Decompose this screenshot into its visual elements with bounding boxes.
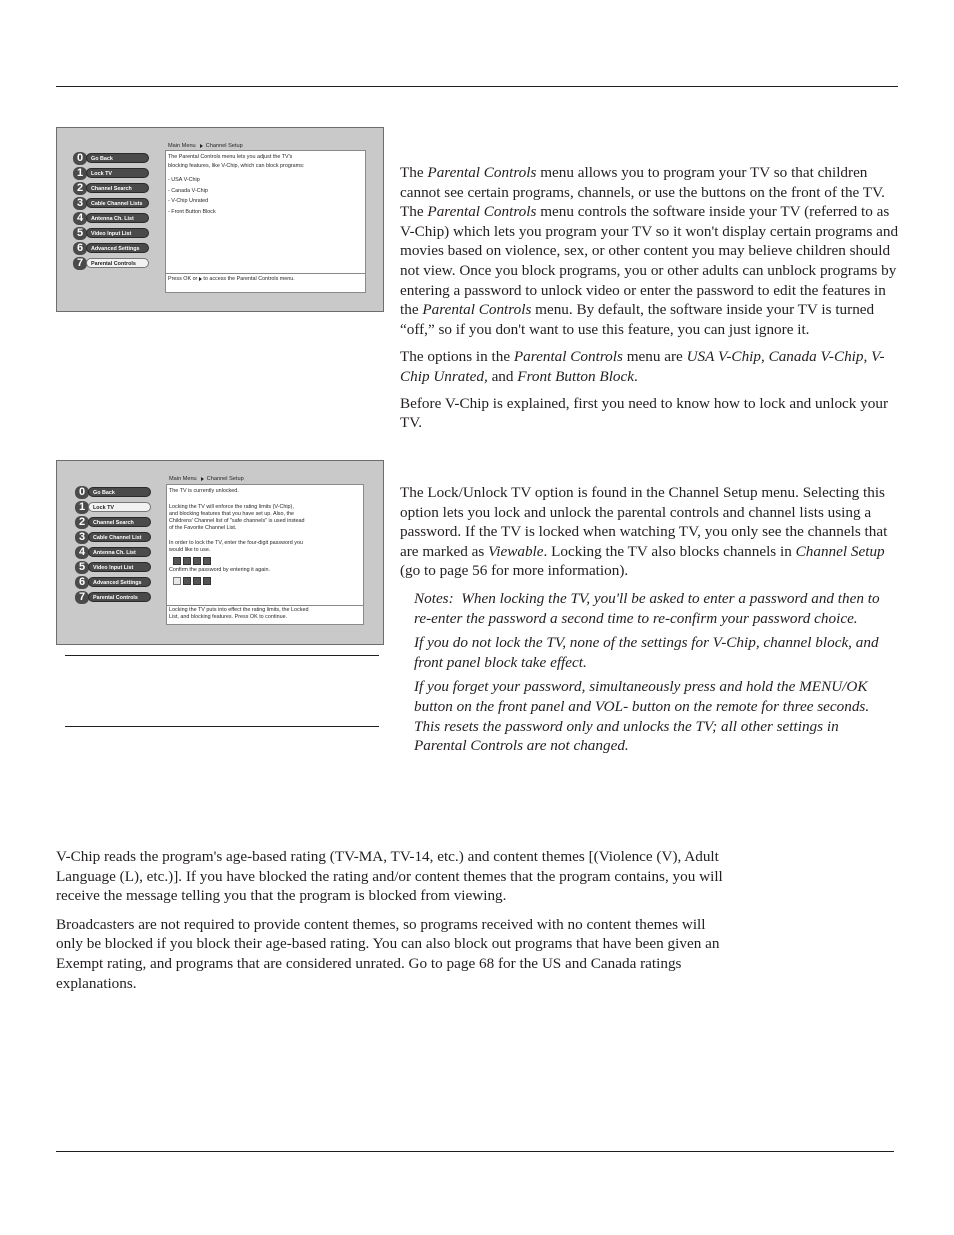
text-run: menu. By default, the software inside your TV is turned “off,” so if you don't want to use this feature, you can just ignore it. (400, 301, 875, 338)
caption-rule-top (65, 655, 379, 656)
text-run: The Lock/Unlock TV option is found in the Channel Setup menu. Selecting this option lets you lock and unlock the parental controls and channel lists using a password. If the TV is locked when watching TV, you only see the channels that are marked as (400, 484, 888, 560)
menu-number: 5 (73, 227, 87, 240)
note (414, 589, 884, 628)
text-run-italic: Channel Setup (795, 542, 885, 560)
description-line: blocking features, like V-Chip, which can block programs: (168, 162, 305, 169)
text-run-italic: Parental Controls (427, 203, 537, 221)
menu-label: Channel Search (88, 517, 151, 527)
text-run-italic: Viewable (488, 542, 544, 560)
menu-label: Lock TV (88, 502, 151, 512)
menu-number: 3 (73, 197, 87, 210)
notes-block (414, 589, 884, 756)
text-run-italic: Parental Controls (422, 301, 532, 319)
menu-number: 2 (75, 516, 89, 529)
menu-number: 3 (75, 531, 89, 544)
lock-unlock-section (400, 483, 900, 756)
bottom-rule (56, 1151, 894, 1152)
option-line: - Canada V-Chip (168, 187, 208, 194)
breadcrumb-sub: Channel Setup (206, 476, 244, 482)
panel-footer (168, 275, 295, 284)
text-run: menu controls the software inside your TV (referred to as V-Chip) which lets you program your TV so it won't display certain programs and movies based on violence, sex, or other content you may believe children should not view. Once you block programs, you or other adults can unblock programs by entering a password to unlock video or enter the password to edit the features in the (400, 203, 899, 319)
text-run: . Locking the TV also blocks channels in (543, 542, 796, 560)
note: If you do not lock the TV, none of the settings for V-Chip, channel block, and front panel block take effect. (414, 634, 879, 671)
menu-label: Video Input List (88, 562, 151, 572)
menu-number: 6 (73, 242, 87, 255)
text-run: menu allows you to program your TV so that children cannot see certain programs, channels, or use the buttons on the front of the TV. The (400, 164, 885, 221)
menu-number: 6 (75, 576, 89, 589)
parental-controls-intro (400, 163, 900, 433)
parental-controls-menu-screenshot (56, 127, 384, 312)
menu-label: Antenna Ch. List (86, 213, 149, 223)
arrow-right-icon (201, 477, 204, 481)
breadcrumb-sub: Channel Setup (205, 143, 243, 149)
lock-status: The TV is currently unlocked. (169, 488, 239, 494)
password-digit (203, 557, 211, 565)
menu-label: Advanced Settings (88, 577, 151, 587)
info-panel (165, 150, 366, 293)
menu-label: Channel Search (86, 183, 149, 193)
description-line: Locking the TV will enforce the rating limits (V-Chip), (169, 503, 294, 510)
text-run: and (487, 367, 518, 385)
menu-number: 0 (73, 152, 87, 165)
menu-label: Video Input List (86, 228, 149, 238)
menu-number: 1 (73, 167, 87, 180)
options-paragraph (400, 347, 900, 386)
text-run: The options in the (400, 348, 514, 366)
top-rule (56, 86, 898, 87)
confirm-password-field[interactable] (173, 577, 305, 586)
arrow-right-icon (199, 277, 202, 281)
breadcrumb (169, 476, 244, 482)
menu-number: 0 (75, 486, 89, 499)
footer-text: to access the Parental Controls menu. (203, 276, 295, 282)
menu-label: Advanced Settings (86, 243, 149, 253)
menu-number: 2 (73, 182, 87, 195)
breadcrumb-main: Main Menu (168, 143, 196, 149)
description-line: and blocking features that you have set up. Also, the (169, 510, 294, 517)
breadcrumb (168, 143, 243, 149)
menu-label: Go Back (86, 153, 149, 163)
lock-tv-menu-screenshot (56, 460, 384, 645)
menu-label: Cable Channel Lists (86, 198, 149, 208)
info-panel (166, 484, 364, 625)
text-run: . (634, 367, 638, 385)
password-digit (173, 557, 181, 565)
vchip-paragraph: V-Chip reads the program's age-based rating (TV-MA, TV-14, etc.) and content themes [(Violence (V), Adult Language (L), etc.)]. If you have blocked the rating and/or content themes that the program contains, you will receive the message telling you that the program is blocked from viewing. (56, 848, 723, 905)
menu-number: 7 (75, 591, 89, 604)
note: If you forget your password, simultaneously press and hold the MENU/OK button on the front panel and VOL- button on the remote for three seconds. This resets the password only and unlocks the TV; all other settings in Parental Controls are not changed. (414, 678, 870, 755)
notes-label: Notes: (414, 589, 454, 607)
text-run: The (400, 164, 428, 181)
description-line: would like to use. (169, 546, 211, 553)
option-line: - V-Chip Unrated (168, 198, 209, 204)
text-run: menu are (622, 348, 687, 366)
intro-paragraph (400, 163, 900, 339)
arrow-right-icon (200, 144, 203, 148)
vchip-section (56, 847, 724, 993)
note-text: When locking the TV, you'll be asked to enter a password and then to re-enter the password a second time to re-confirm your password choice. (414, 589, 880, 627)
menu-label: Antenna Ch. List (88, 547, 151, 557)
password-digit (183, 577, 191, 585)
password-digit (203, 577, 211, 585)
menu-label: Parental Controls (88, 592, 151, 602)
menu-number: 4 (73, 212, 87, 225)
description-line: In order to lock the TV, enter the four-digit password you (169, 539, 303, 546)
password-digit (193, 577, 201, 585)
menu-label: Go Back (88, 487, 151, 497)
description-line: The Parental Controls menu lets you adjust the TV's (168, 154, 293, 160)
option-line: - USA V-Chip (168, 177, 200, 183)
menu-label: Cable Channel List (88, 532, 151, 542)
footer-text: List, and blocking features. Press OK to continue. (169, 614, 288, 620)
caption-rule-bottom (65, 726, 379, 727)
menu-number: 5 (75, 561, 89, 574)
description-line: of the Favorite Channel List. (169, 524, 237, 531)
text-run-italic: Parental Controls (427, 164, 537, 181)
broadcasters-paragraph: Broadcasters are not required to provide content themes, so programs received with no content themes will only be blocked if you block their age-based rating. You can also block out programs that have been given an Exempt rating, and programs that are considered unrated. Go to page 68 for the US and Canada ratings explanations. (56, 915, 720, 992)
text-run-italic: Front Button Block (517, 367, 634, 385)
before-vchip-paragraph: Before V-Chip is explained, first you need to know how to lock and unlock your TV. (400, 394, 889, 432)
text-run-italic: USA V-Chip, Canada V-Chip, V-Chip Unrated, (400, 348, 885, 385)
password-digit (173, 577, 181, 585)
menu-number: 4 (75, 546, 89, 559)
menu-label: Lock TV (86, 168, 149, 178)
description-line: Childrens' Channel list of "safe channels" is used instead (169, 517, 305, 524)
text-run-italic: Parental Controls (513, 348, 623, 366)
footer-text: Locking the TV puts into effect the rating limits, the Locked (169, 607, 309, 613)
option-line: - Front Button Block (168, 208, 216, 215)
breadcrumb-main: Main Menu (169, 476, 197, 482)
panel-footer (169, 607, 308, 621)
text-run: (go to page 56 for more information). (400, 562, 629, 580)
footer-text: Press OK or (168, 276, 198, 282)
password-field[interactable] (173, 557, 305, 566)
lock-unlock-paragraph (400, 483, 900, 581)
password-digit (183, 557, 191, 565)
menu-label: Parental Controls (86, 258, 149, 268)
menu-number: 7 (73, 257, 87, 270)
confirm-label: Confirm the password by entering it again. (169, 567, 270, 574)
menu-number: 1 (75, 501, 89, 514)
password-digit (193, 557, 201, 565)
